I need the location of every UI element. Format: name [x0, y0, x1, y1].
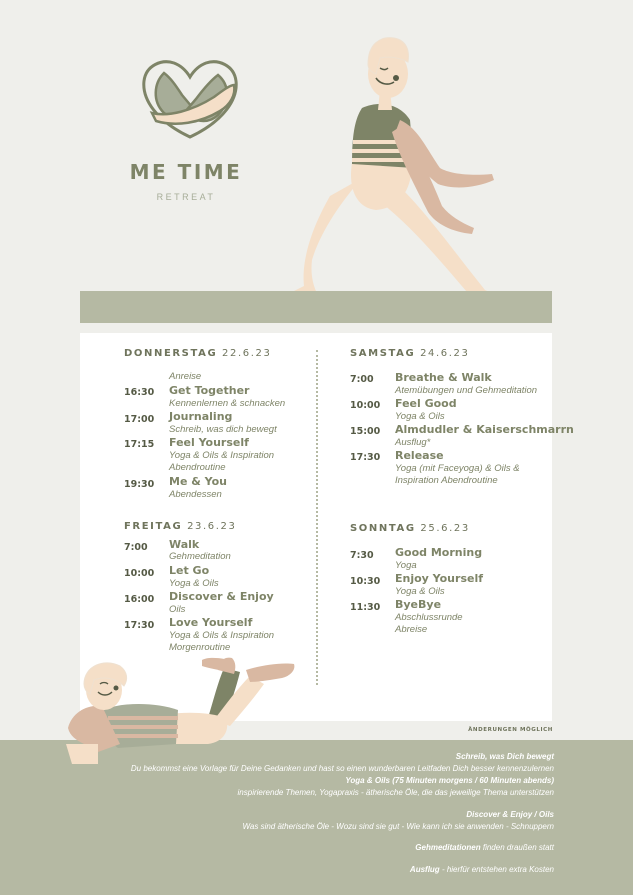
- event-desc: Yoga & Oils & Inspiration: [169, 450, 275, 461]
- day-header-freitag: [124, 521, 236, 532]
- event-title: Almdudler & Kaiserschmarrn: [395, 423, 574, 436]
- day-header-donnerstag: [124, 348, 271, 359]
- note-title: Yoga & Oils: [345, 776, 390, 785]
- day-date: 22.6.23: [222, 348, 272, 359]
- event-time: 17:30: [350, 452, 381, 463]
- event-desc: Ausflug*: [395, 437, 431, 448]
- changes-note: ÄNDERUNGEN MÖGLICH: [468, 727, 553, 733]
- event-time: 7:00: [124, 542, 148, 553]
- note-discover-title: [466, 810, 554, 819]
- event-desc: Gehmeditation: [169, 551, 231, 562]
- event-time: 17:15: [124, 439, 155, 450]
- event-desc: Abreise: [395, 624, 428, 635]
- note-discover-text: Was sind ätherische Öle - Wozu sind sie gut - Wie kann ich sie anwenden - Schnuppern: [242, 822, 554, 831]
- event-title: Feel Yourself: [169, 436, 249, 449]
- event-time: 7:30: [350, 550, 374, 561]
- event-desc: Morgenroutine: [169, 642, 231, 653]
- event-desc: Yoga: [395, 560, 417, 571]
- event-time: 16:00: [124, 594, 155, 605]
- event-desc: Anreise: [169, 371, 202, 382]
- event-time: 10:00: [124, 568, 155, 579]
- event-desc: Abendessen: [169, 489, 222, 500]
- note-gehmeditation: [415, 843, 554, 852]
- day-header-sonntag: [350, 523, 470, 534]
- event-desc: Yoga & Oils & Inspiration: [169, 630, 275, 641]
- logo-title: ME TIME: [129, 160, 243, 184]
- note-text: - hierfür entstehen extra Kosten: [441, 865, 554, 874]
- event-desc: Abendroutine: [169, 462, 226, 473]
- event-time: 17:00: [124, 414, 155, 425]
- event-title: Enjoy Yourself: [395, 572, 484, 585]
- event-title: Good Morning: [395, 546, 483, 559]
- note-title: Ausflug: [409, 865, 440, 874]
- event-time: 19:30: [124, 479, 155, 490]
- event-title: Release: [395, 449, 444, 462]
- event-title: Breathe & Walk: [395, 371, 492, 384]
- event-title: ByeBye: [395, 598, 442, 611]
- event-time: 15:00: [350, 426, 381, 437]
- event-desc: Schreib, was dich bewegt: [169, 424, 277, 435]
- heart-hug-logo-icon: [138, 55, 242, 141]
- note-text: finden draußen statt: [482, 843, 554, 852]
- day-name: FREITAG: [124, 521, 183, 532]
- event-time: 16:30: [124, 387, 155, 398]
- day-date: 23.6.23: [187, 521, 237, 532]
- day-name: DONNERSTAG: [124, 348, 218, 359]
- lunging-person-illustration: [280, 28, 520, 308]
- event-desc: Yoga & Oils: [395, 586, 445, 597]
- event-desc: Atemübungen und Gehmeditation: [395, 385, 538, 396]
- day-header-samstag: [350, 348, 469, 359]
- event-time: 17:30: [124, 620, 155, 631]
- event-desc: Inspiration Abendroutine: [395, 475, 498, 486]
- event-title: Walk: [169, 538, 200, 551]
- event-title: Discover & Enjoy: [169, 590, 274, 603]
- day-name: SAMSTAG: [350, 348, 416, 359]
- event-time: 10:30: [350, 576, 381, 587]
- note-duration: (75 Minuten morgens / 60 Minuten abends): [392, 776, 554, 785]
- event-title: Let Go: [169, 564, 210, 577]
- event-time: 10:00: [350, 400, 381, 411]
- note-journaling-text: Du bekommst eine Vorlage für Deine Gedanken und hast so einen wunderbaren Leitfaden Dich besser kennenzulernen: [130, 764, 554, 773]
- day-name: SONNTAG: [350, 523, 416, 534]
- event-desc: Oils: [169, 604, 186, 615]
- top-band: [80, 291, 552, 323]
- event-desc: Yoga (mit Faceyoga) & Oils &: [395, 463, 520, 474]
- event-title: Me & You: [169, 475, 228, 488]
- event-desc: Abschlussrunde: [395, 612, 463, 623]
- lying-person-illustration: [58, 648, 303, 768]
- event-title: Get Together: [169, 384, 250, 397]
- event-time: 11:30: [350, 602, 381, 613]
- note-yoga-text: inspirierende Themen, Yogapraxis - ätherische Öle, die das jeweilige Thema unterstützen: [237, 788, 554, 797]
- event-time: 7:00: [350, 374, 374, 385]
- note-title: Discover & Enjoy / Oils: [466, 810, 554, 819]
- event-title: Love Yourself: [169, 616, 253, 629]
- note-journaling-title: [456, 752, 554, 761]
- note-title: Schreib, was Dich bewegt: [455, 752, 554, 761]
- event-title: Feel Good: [395, 397, 457, 410]
- event-title: Journaling: [169, 410, 233, 423]
- note-title: Gehmeditationen: [415, 843, 481, 852]
- logo-subtitle: RETREAT: [156, 192, 216, 202]
- event-desc: Yoga & Oils: [169, 578, 219, 589]
- day-date: 24.6.23: [420, 348, 470, 359]
- day-date: 25.6.23: [420, 523, 470, 534]
- note-ausflug: [410, 865, 554, 874]
- event-desc: Yoga & Oils: [395, 411, 445, 422]
- event-desc: Kennenlernen & schnacken: [169, 398, 286, 409]
- note-yoga-title: [345, 776, 554, 785]
- column-divider: [316, 350, 318, 685]
